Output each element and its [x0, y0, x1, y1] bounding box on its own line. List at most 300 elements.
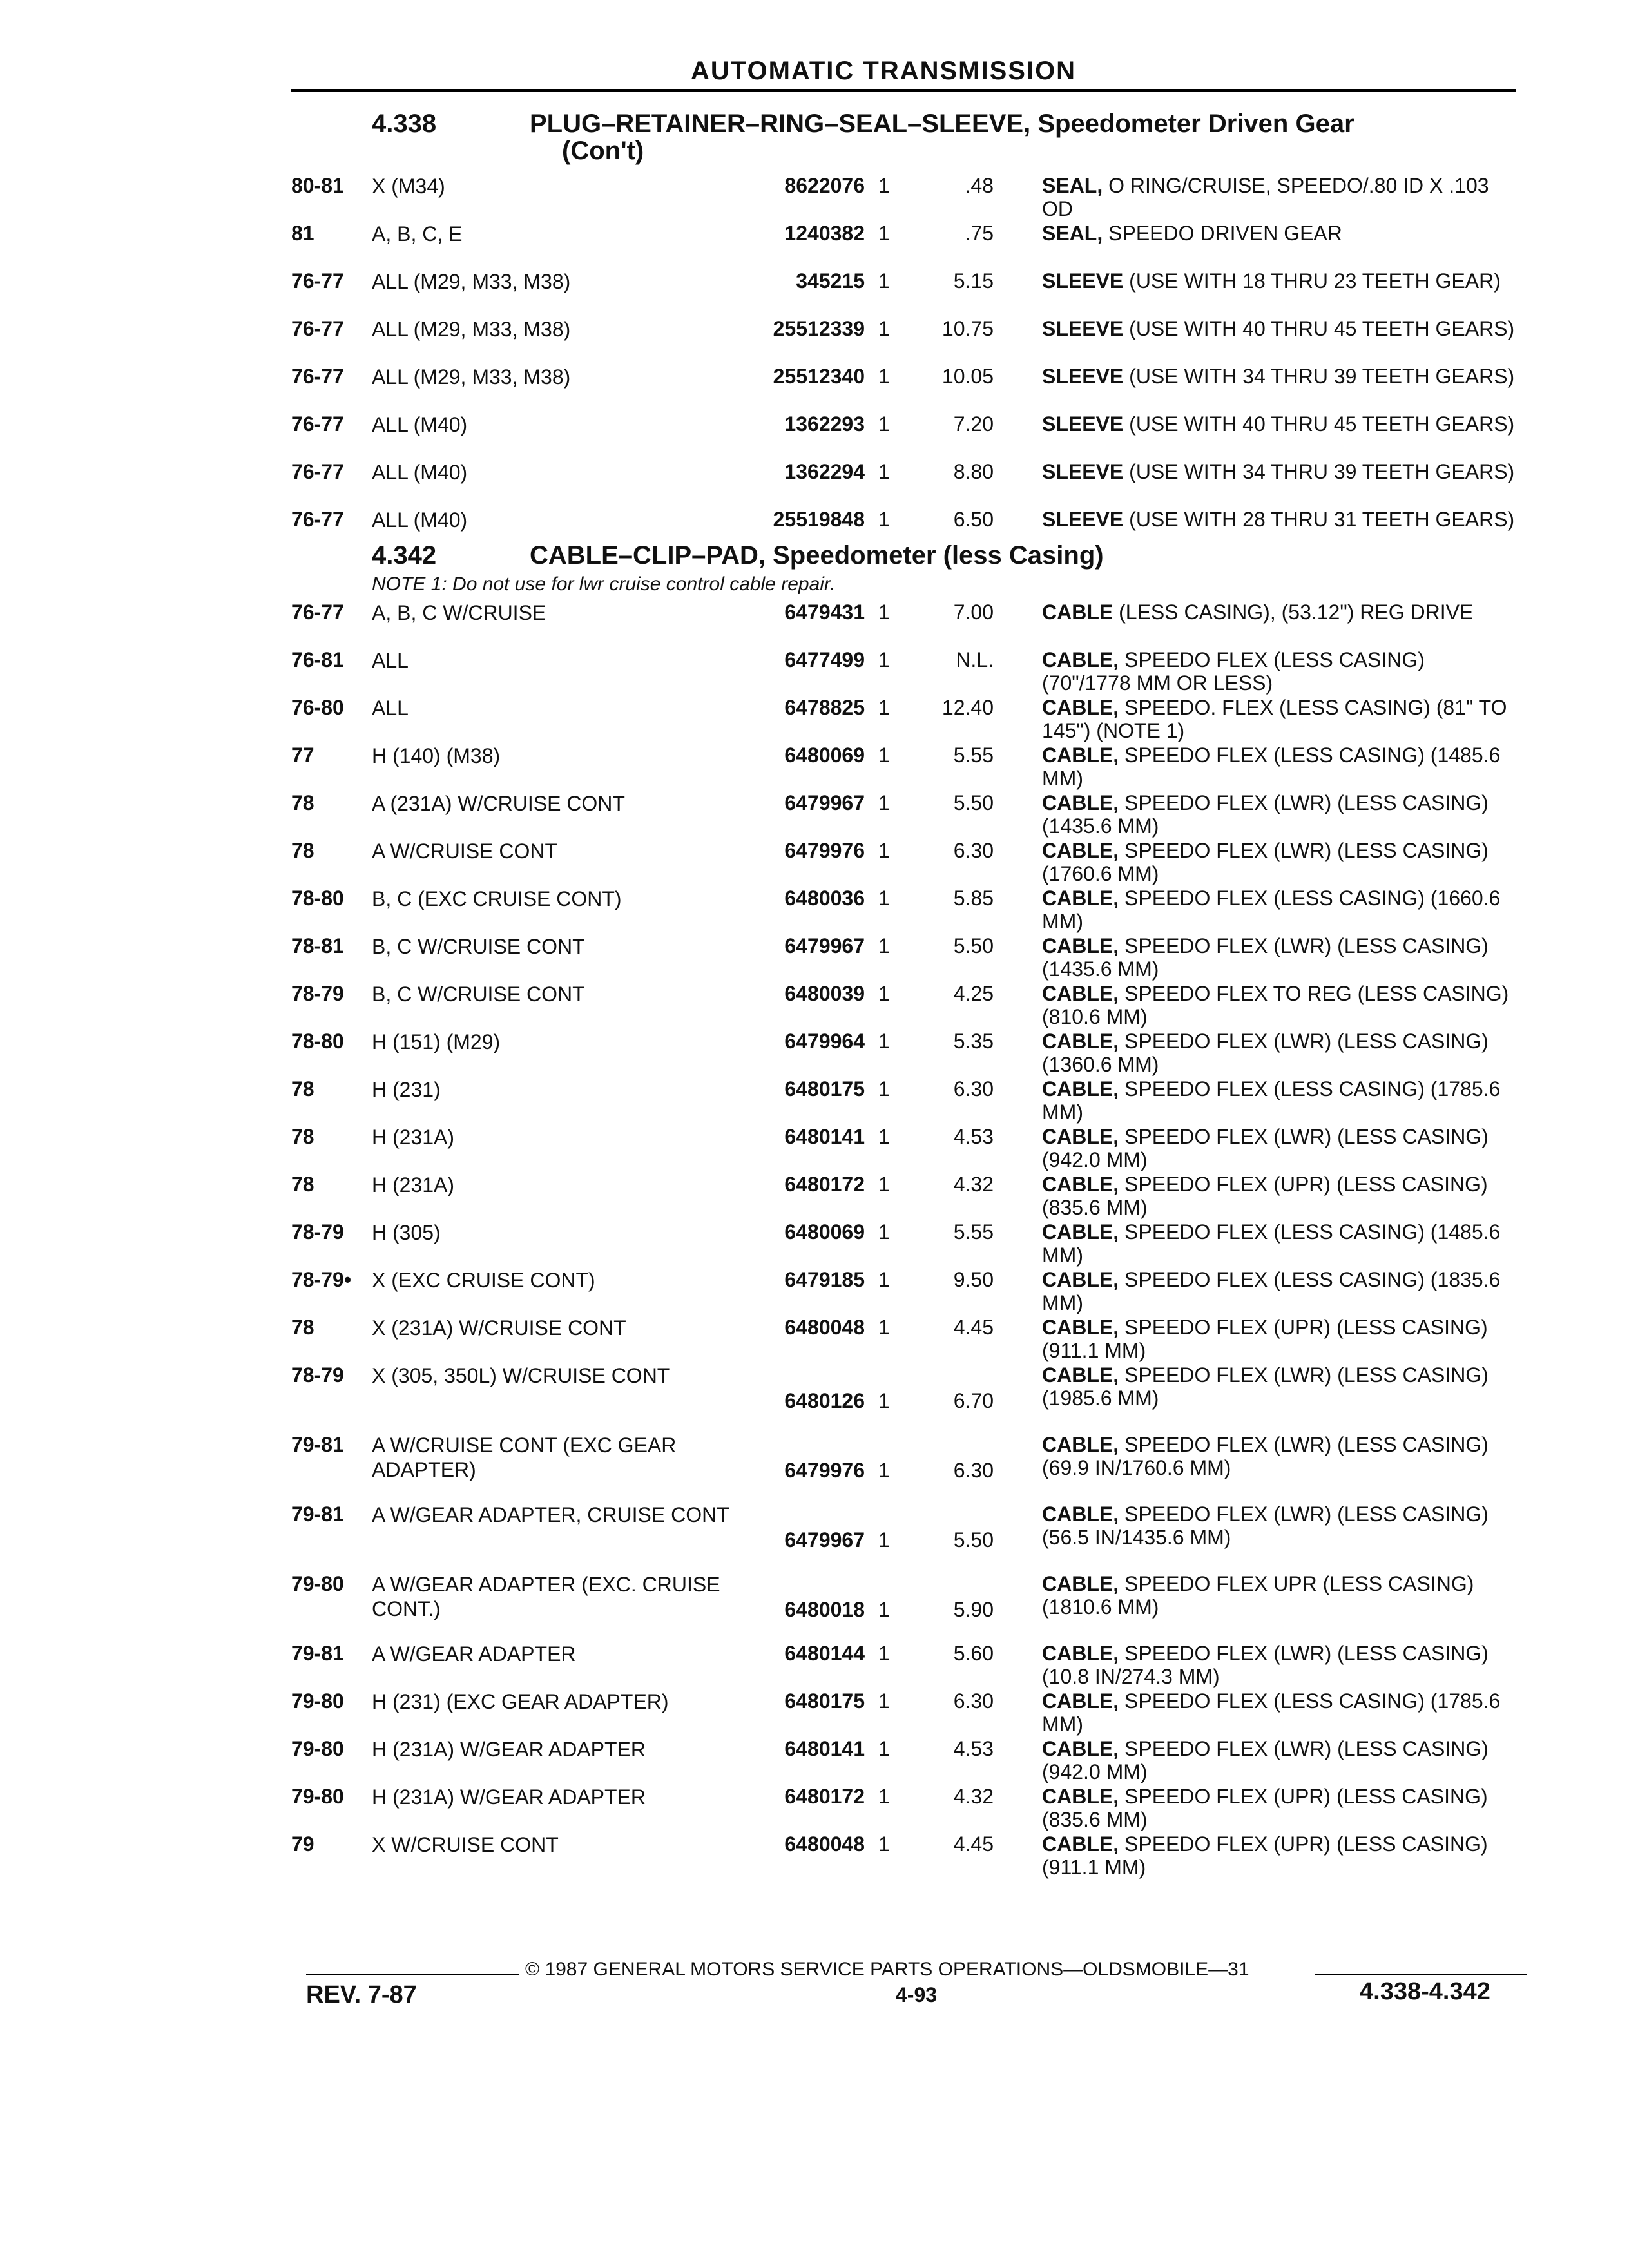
description-text: SPEEDO FLEX (UPR) (LESS CASING) (835.6 MM) [1042, 1173, 1488, 1219]
year-cell: 79-80 [291, 1572, 344, 1595]
description-cell [1042, 1077, 1516, 1124]
year-cell: 81 [291, 222, 314, 245]
table-row [291, 648, 1516, 696]
part-number-cell: 6480048 [784, 1832, 865, 1856]
part-number-cell: 6480172 [784, 1173, 865, 1196]
part-number-cell: 6479185 [784, 1268, 865, 1291]
model-cell: ALL [372, 649, 409, 672]
model-cell: ALL [372, 697, 409, 720]
table-row [291, 1737, 1516, 1785]
model-cell: X (M34) [372, 175, 445, 198]
quantity-cell: 1 [878, 365, 890, 388]
price-cell: 4.32 [953, 1785, 994, 1808]
description-cell [1042, 460, 1516, 483]
description-text: (USE WITH 18 THRU 23 TEETH GEAR) [1129, 269, 1501, 293]
description-keyword: CABLE, [1042, 1077, 1119, 1100]
table-row [291, 1173, 1516, 1220]
quantity-cell: 1 [878, 982, 890, 1005]
price-cell: 10.75 [941, 317, 994, 340]
table-row [291, 696, 1516, 744]
part-number-cell: 8622076 [784, 174, 865, 197]
description-cell [1042, 1316, 1516, 1362]
footer-rule-left [306, 1974, 519, 1975]
price-cell: 6.50 [953, 508, 994, 531]
description-keyword: SLEEVE [1042, 508, 1124, 531]
part-number-cell: 6480144 [784, 1642, 865, 1665]
quantity-cell: 1 [878, 1030, 890, 1053]
quantity-cell: 1 [878, 791, 890, 814]
description-cell [1042, 1503, 1516, 1549]
description-text: SPEEDO FLEX (LWR) (LESS CASING) (10.8 IN/274.3 MM) [1042, 1642, 1489, 1688]
description-text: SPEEDO FLEX (LWR) (LESS CASING) (1360.6 MM) [1042, 1030, 1489, 1076]
quantity-cell: 1 [878, 269, 890, 293]
description-keyword: CABLE, [1042, 1832, 1119, 1856]
table-row [291, 1689, 1516, 1737]
price-cell: 6.30 [953, 1459, 994, 1482]
quantity-cell: 1 [878, 839, 890, 862]
description-keyword: CABLE, [1042, 1642, 1119, 1665]
year-cell: 78-79• [291, 1268, 352, 1291]
description-text: SPEEDO FLEX (LWR) (LESS CASING) (1985.6 MM) [1042, 1363, 1489, 1410]
description-keyword: CABLE, [1042, 1173, 1119, 1196]
part-number-cell: 6480039 [784, 982, 865, 1005]
year-cell: 78 [291, 1316, 314, 1339]
quantity-cell: 1 [878, 1220, 890, 1244]
table-row [291, 1642, 1516, 1689]
price-cell: 5.90 [953, 1598, 994, 1621]
year-cell: 76-77 [291, 601, 344, 624]
price-cell: 8.80 [953, 460, 994, 483]
table-row [291, 1832, 1516, 1880]
table-row [291, 1363, 1516, 1433]
description-cell [1042, 1737, 1516, 1783]
price-cell: .75 [965, 222, 994, 245]
section-title: PLUG–RETAINER–RING–SEAL–SLEEVE, Speedometer Driven Gear [530, 110, 1354, 138]
part-number-cell: 6478825 [784, 696, 865, 719]
price-cell: 4.45 [953, 1832, 994, 1856]
description-cell [1042, 1030, 1516, 1076]
part-number-cell: 1362293 [784, 412, 865, 436]
description-text: SPEEDO FLEX (LWR) (LESS CASING) (1760.6 MM) [1042, 839, 1489, 885]
quantity-cell: 1 [878, 1598, 890, 1621]
year-cell: 76-77 [291, 460, 344, 483]
description-keyword: SLEEVE [1042, 412, 1124, 436]
quantity-cell: 1 [878, 1173, 890, 1196]
table-row [291, 317, 1516, 365]
price-cell: 4.32 [953, 1173, 994, 1196]
description-cell [1042, 791, 1516, 838]
part-number-cell: 6479976 [784, 1459, 865, 1482]
description-cell [1042, 934, 1516, 981]
price-cell: N.L. [956, 648, 994, 671]
description-text: O RING/CRUISE, SPEEDO/.80 ID X .103 OD [1042, 174, 1489, 220]
parts-list [291, 174, 1516, 555]
description-cell [1042, 1125, 1516, 1171]
year-cell: 79-81 [291, 1642, 344, 1665]
table-row [291, 934, 1516, 982]
description-cell [1042, 601, 1516, 624]
year-cell: 79-81 [291, 1503, 344, 1526]
quantity-cell: 1 [878, 696, 890, 719]
price-cell: 4.53 [953, 1737, 994, 1760]
price-cell: 7.20 [953, 412, 994, 436]
description-text: SPEEDO DRIVEN GEAR [1108, 222, 1342, 245]
description-keyword: SLEEVE [1042, 460, 1124, 483]
year-cell: 76-77 [291, 365, 344, 388]
description-keyword: CABLE, [1042, 1316, 1119, 1339]
quantity-cell: 1 [878, 648, 890, 671]
price-cell: 5.85 [953, 887, 994, 910]
model-cell: ALL (M29, M33, M38) [372, 365, 571, 389]
year-cell: 79-80 [291, 1689, 344, 1713]
year-cell: 79-81 [291, 1433, 344, 1456]
table-row [291, 460, 1516, 508]
price-cell: 9.50 [953, 1268, 994, 1291]
quantity-cell: 1 [878, 744, 890, 767]
model-cell: H (231) (EXC GEAR ADAPTER) [372, 1690, 669, 1713]
header-rule [291, 89, 1516, 92]
description-cell [1042, 1433, 1516, 1479]
part-number-cell: 6480069 [784, 1220, 865, 1244]
description-cell [1042, 887, 1516, 933]
description-keyword: CABLE, [1042, 839, 1119, 862]
description-cell [1042, 1173, 1516, 1219]
description-text: (USE WITH 40 THRU 45 TEETH GEARS) [1129, 412, 1515, 436]
model-cell: H (305) [372, 1221, 441, 1244]
description-text: SPEEDO FLEX (LESS CASING) (1485.6 MM) [1042, 1220, 1501, 1267]
part-number-cell: 25519848 [773, 508, 865, 531]
year-cell: 80-81 [291, 174, 344, 197]
description-cell [1042, 1642, 1516, 1688]
price-cell: 6.30 [953, 839, 994, 862]
quantity-cell: 1 [878, 1528, 890, 1552]
price-cell: 6.30 [953, 1689, 994, 1713]
year-cell: 76-77 [291, 317, 344, 340]
quantity-cell: 1 [878, 1389, 890, 1412]
model-cell: X (EXC CRUISE CONT) [372, 1269, 595, 1292]
table-row [291, 1030, 1516, 1077]
year-cell: 78-81 [291, 934, 344, 957]
year-cell: 78-80 [291, 887, 344, 910]
section-note: NOTE 1: Do not use for lwr cruise control cable repair. [372, 573, 836, 595]
quantity-cell: 1 [878, 1077, 890, 1100]
model-cell: ALL (M29, M33, M38) [372, 318, 571, 341]
quantity-cell: 1 [878, 1689, 890, 1713]
description-keyword: CABLE, [1042, 648, 1119, 671]
description-cell [1042, 317, 1516, 340]
price-cell: 6.30 [953, 1077, 994, 1100]
model-cell: A (231A) W/CRUISE CONT [372, 792, 625, 815]
description-keyword: CABLE, [1042, 934, 1119, 957]
quantity-cell: 1 [878, 1316, 890, 1339]
description-text: (USE WITH 40 THRU 45 TEETH GEARS) [1129, 317, 1515, 340]
description-cell [1042, 412, 1516, 436]
description-keyword: CABLE, [1042, 1737, 1119, 1760]
model-cell: H (231A) [372, 1126, 455, 1149]
part-number-cell: 6480141 [784, 1737, 865, 1760]
header-title: AUTOMATIC TRANSMISSION [691, 57, 1077, 85]
description-text: SPEEDO. FLEX (LESS CASING) (81" TO 145") (NOTE 1) [1042, 696, 1507, 742]
parts-list [291, 601, 1516, 1880]
description-text: SPEEDO FLEX (LESS CASING) (1485.6 MM) [1042, 744, 1501, 790]
table-row [291, 1785, 1516, 1832]
description-text: SPEEDO FLEX (LWR) (LESS CASING) (69.9 IN/1760.6 MM) [1042, 1433, 1489, 1479]
quantity-cell: 1 [878, 1125, 890, 1148]
description-keyword: SEAL, [1042, 222, 1103, 245]
footer-section-range: 4.338-4.342 [1360, 1978, 1490, 2005]
description-keyword: CABLE, [1042, 744, 1119, 767]
model-cell: H (140) (M38) [372, 744, 501, 767]
price-cell: 5.55 [953, 744, 994, 767]
year-cell: 78 [291, 1173, 314, 1196]
table-row [291, 791, 1516, 839]
description-keyword: CABLE, [1042, 1689, 1119, 1713]
footer-page-number: 4-93 [896, 1983, 938, 2006]
price-cell: 5.15 [953, 269, 994, 293]
model-cell: X (231A) W/CRUISE CONT [372, 1316, 626, 1340]
part-number-cell: 6480048 [784, 1316, 865, 1339]
year-cell: 78 [291, 1125, 314, 1148]
description-cell [1042, 1785, 1516, 1831]
table-row [291, 744, 1516, 791]
description-text: (USE WITH 34 THRU 39 TEETH GEARS) [1129, 460, 1515, 483]
year-cell: 78-79 [291, 982, 344, 1005]
table-row [291, 1125, 1516, 1173]
table-row [291, 1220, 1516, 1268]
description-keyword: CABLE, [1042, 1363, 1119, 1387]
model-cell: H (231A) W/GEAR ADAPTER [372, 1785, 646, 1809]
description-keyword: SEAL, [1042, 174, 1103, 197]
quantity-cell: 1 [878, 174, 890, 197]
description-text: SPEEDO FLEX UPR (LESS CASING) (1810.6 MM) [1042, 1572, 1474, 1619]
part-number-cell: 6479967 [784, 791, 865, 814]
description-keyword: CABLE, [1042, 1785, 1119, 1808]
description-keyword: SLEEVE [1042, 365, 1124, 388]
part-number-cell: 6480069 [784, 744, 865, 767]
description-text: SPEEDO FLEX (LWR) (LESS CASING) (942.0 MM) [1042, 1737, 1489, 1783]
description-text: SPEEDO FLEX (LESS CASING) (1835.6 MM) [1042, 1268, 1501, 1314]
description-cell [1042, 222, 1516, 245]
description-text: SPEEDO FLEX (LWR) (LESS CASING) (56.5 IN/1435.6 MM) [1042, 1503, 1489, 1549]
year-cell: 76-81 [291, 648, 344, 671]
model-cell: H (231A) W/GEAR ADAPTER [372, 1738, 646, 1761]
model-cell: ALL (M40) [372, 413, 468, 436]
price-cell: 5.55 [953, 1220, 994, 1244]
description-text: (USE WITH 34 THRU 39 TEETH GEARS) [1129, 365, 1515, 388]
part-number-cell: 1240382 [784, 222, 865, 245]
year-cell: 79-80 [291, 1737, 344, 1760]
description-cell [1042, 1572, 1516, 1619]
description-keyword: CABLE, [1042, 1268, 1119, 1291]
description-text: (USE WITH 28 THRU 31 TEETH GEARS) [1129, 508, 1515, 531]
description-cell [1042, 648, 1516, 695]
model-cell: H (231) [372, 1078, 441, 1101]
part-number-cell: 6479964 [784, 1030, 865, 1053]
description-cell [1042, 508, 1516, 531]
model-cell: A W/GEAR ADAPTER (EXC. CRUISE CONT.) [372, 1573, 720, 1620]
table-row [291, 1503, 1516, 1572]
table-row [291, 269, 1516, 317]
quantity-cell: 1 [878, 317, 890, 340]
description-keyword: CABLE, [1042, 791, 1119, 814]
description-cell [1042, 174, 1516, 220]
quantity-cell: 1 [878, 1785, 890, 1808]
model-cell: H (151) (M29) [372, 1030, 501, 1053]
table-row [291, 174, 1516, 222]
description-cell [1042, 982, 1516, 1028]
footer-revision: REV. 7-87 [306, 1981, 417, 2008]
section-subtitle: (Con't) [562, 137, 644, 165]
description-text: SPEEDO FLEX (LESS CASING) (70"/1778 MM OR LESS) [1042, 648, 1425, 695]
part-number-cell: 6480126 [784, 1389, 865, 1412]
model-cell: H (231A) [372, 1173, 455, 1196]
description-cell [1042, 1689, 1516, 1736]
part-number-cell: 25512339 [773, 317, 865, 340]
description-text: SPEEDO FLEX (UPR) (LESS CASING) (911.1 MM) [1042, 1316, 1488, 1362]
description-text: (LESS CASING), (53.12") REG DRIVE [1119, 601, 1474, 624]
part-number-cell: 6479431 [784, 601, 865, 624]
part-number-cell: 6477499 [784, 648, 865, 671]
model-cell: ALL (M40) [372, 508, 468, 532]
description-keyword: SLEEVE [1042, 317, 1124, 340]
description-text: SPEEDO FLEX (LWR) (LESS CASING) (1435.6 MM) [1042, 791, 1489, 838]
part-number-cell: 6480141 [784, 1125, 865, 1148]
description-keyword: CABLE, [1042, 1125, 1119, 1148]
quantity-cell: 1 [878, 1268, 890, 1291]
table-row [291, 1572, 1516, 1642]
model-cell: B, C W/CRUISE CONT [372, 983, 585, 1006]
description-text: SPEEDO FLEX (LESS CASING) (1660.6 MM) [1042, 887, 1501, 933]
price-cell: 12.40 [941, 696, 994, 719]
year-cell: 77 [291, 744, 314, 767]
description-keyword: CABLE, [1042, 1030, 1119, 1053]
model-cell: B, C W/CRUISE CONT [372, 935, 585, 958]
quantity-cell: 1 [878, 412, 890, 436]
description-cell [1042, 1832, 1516, 1879]
year-cell: 78-79 [291, 1220, 344, 1244]
price-cell: 4.53 [953, 1125, 994, 1148]
description-keyword: CABLE, [1042, 696, 1119, 719]
price-cell: 7.00 [953, 601, 994, 624]
price-cell: 4.45 [953, 1316, 994, 1339]
description-keyword: CABLE, [1042, 1572, 1119, 1595]
price-cell: 6.70 [953, 1389, 994, 1412]
price-cell: 5.50 [953, 791, 994, 814]
year-cell: 76-80 [291, 696, 344, 719]
description-cell [1042, 839, 1516, 885]
description-keyword: CABLE, [1042, 1433, 1119, 1456]
part-number-cell: 6479967 [784, 1528, 865, 1552]
model-cell: A W/GEAR ADAPTER, CRUISE CONT [372, 1503, 729, 1526]
section-number: 4.342 [372, 541, 437, 570]
year-cell: 79 [291, 1832, 314, 1856]
model-cell: ALL (M40) [372, 461, 468, 484]
description-text: SPEEDO FLEX TO REG (LESS CASING) (810.6 MM) [1042, 982, 1509, 1028]
model-cell: A W/GEAR ADAPTER [372, 1642, 576, 1666]
quantity-cell: 1 [878, 1832, 890, 1856]
description-cell [1042, 269, 1516, 293]
year-cell: 76-77 [291, 412, 344, 436]
price-cell: .48 [965, 174, 994, 197]
model-cell: X W/CRUISE CONT [372, 1833, 559, 1856]
part-number-cell: 6479967 [784, 934, 865, 957]
table-row [291, 1433, 1516, 1503]
year-cell: 78 [291, 1077, 314, 1100]
table-row [291, 982, 1516, 1030]
part-number-cell: 6480175 [784, 1689, 865, 1713]
description-keyword: CABLE, [1042, 1220, 1119, 1244]
year-cell: 78 [291, 791, 314, 814]
table-row [291, 1268, 1516, 1316]
description-text: SPEEDO FLEX (UPR) (LESS CASING) (835.6 MM) [1042, 1785, 1488, 1831]
description-keyword: CABLE, [1042, 982, 1119, 1005]
model-cell: B, C (EXC CRUISE CONT) [372, 887, 622, 910]
year-cell: 76-77 [291, 508, 344, 531]
year-cell: 78-79 [291, 1363, 344, 1387]
quantity-cell: 1 [878, 1642, 890, 1665]
quantity-cell: 1 [878, 601, 890, 624]
table-row [291, 1077, 1516, 1125]
price-cell: 5.35 [953, 1030, 994, 1053]
model-cell: A W/CRUISE CONT (EXC GEAR ADAPTER) [372, 1434, 677, 1481]
description-cell [1042, 1220, 1516, 1267]
price-cell: 5.50 [953, 934, 994, 957]
model-cell: X (305, 350L) W/CRUISE CONT [372, 1364, 670, 1387]
description-text: SPEEDO FLEX (LESS CASING) (1785.6 MM) [1042, 1077, 1501, 1124]
part-number-cell: 6479976 [784, 839, 865, 862]
description-cell [1042, 1363, 1516, 1410]
description-keyword: CABLE [1042, 601, 1113, 624]
quantity-cell: 1 [878, 508, 890, 531]
year-cell: 78-80 [291, 1030, 344, 1053]
price-cell: 4.25 [953, 982, 994, 1005]
part-number-cell: 1362294 [784, 460, 865, 483]
quantity-cell: 1 [878, 460, 890, 483]
description-text: SPEEDO FLEX (LESS CASING) (1785.6 MM) [1042, 1689, 1501, 1736]
footer-copyright: © 1987 GENERAL MOTORS SERVICE PARTS OPERATIONS—OLDSMOBILE—31 [525, 1959, 1249, 1980]
price-cell: 10.05 [941, 365, 994, 388]
part-number-cell: 6480036 [784, 887, 865, 910]
table-row [291, 1316, 1516, 1363]
description-cell [1042, 744, 1516, 790]
part-number-cell: 345215 [796, 269, 865, 293]
model-cell: A W/CRUISE CONT [372, 840, 558, 863]
table-row [291, 412, 1516, 460]
description-keyword: CABLE, [1042, 887, 1119, 910]
part-number-cell: 25512340 [773, 365, 865, 388]
description-cell [1042, 696, 1516, 742]
footer-rule-right [1315, 1974, 1527, 1975]
description-text: SPEEDO FLEX (LWR) (LESS CASING) (942.0 MM) [1042, 1125, 1489, 1171]
description-keyword: CABLE, [1042, 1503, 1119, 1526]
year-cell: 76-77 [291, 269, 344, 293]
part-number-cell: 6480018 [784, 1598, 865, 1621]
table-row [291, 601, 1516, 648]
quantity-cell: 1 [878, 1459, 890, 1482]
model-cell: ALL (M29, M33, M38) [372, 270, 571, 293]
table-row [291, 887, 1516, 934]
year-cell: 79-80 [291, 1785, 344, 1808]
model-cell: A, B, C, E [372, 222, 463, 245]
quantity-cell: 1 [878, 934, 890, 957]
model-cell: A, B, C W/CRUISE [372, 601, 546, 624]
description-text: SPEEDO FLEX (UPR) (LESS CASING) (911.1 MM) [1042, 1832, 1488, 1879]
table-row [291, 365, 1516, 412]
description-text: SPEEDO FLEX (LWR) (LESS CASING) (1435.6 MM) [1042, 934, 1489, 981]
table-row [291, 839, 1516, 887]
year-cell: 78 [291, 839, 314, 862]
description-cell [1042, 365, 1516, 388]
